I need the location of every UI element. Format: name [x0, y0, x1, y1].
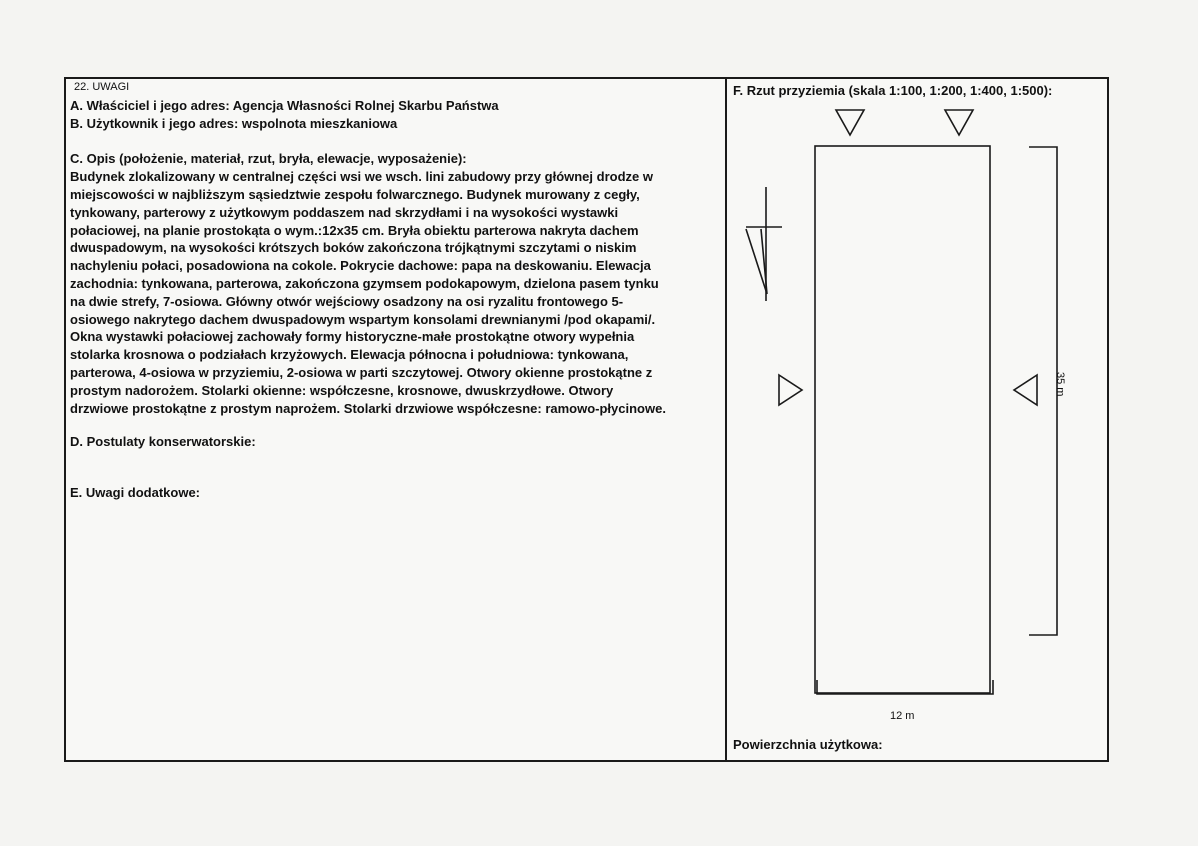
view-marker-top-right [945, 110, 973, 135]
view-marker-top-left [836, 110, 864, 135]
floor-plan-drawing [727, 79, 1107, 719]
description-line: połaciowej, na planie prostokąta o wym.:12x35 cm. Bryła obiektu parterowa nakryta dachem [70, 222, 639, 238]
postulates-heading: D. Postulaty konserwatorskie: [70, 434, 256, 449]
user-line: B. Użytkownik i jego adres: wspolnota mieszkaniowa [70, 115, 398, 131]
description-line: miejscowości w najbliższym sąsiedztwie zespołu folwarcznego. Budynek murowany z cegły, [70, 186, 640, 202]
description-line: stolarka krosnowa o podziałach krzyżowych. Elewacja północna i południowa: tynkowana, [70, 347, 629, 363]
description-line: Budynek zlokalizowany w centralnej części wsi we wsch. lini zabudowy przy głównej drodze w [70, 169, 653, 185]
description-line: tynkowany, parterowy z użytkowym poddaszem nad skrzydłami i na wysokości wystawki [70, 204, 619, 220]
remarks-panel [66, 79, 723, 759]
description-line: osiowego nakrytego dachem dwuspadowym wspartym konsolami drewnianymi /pod okapami/. [70, 311, 656, 327]
description-line: nachyleniu połaci, posadowiona na cokole. Pokrycie dachowe: papa na deskowaniu. Elewacja [70, 258, 651, 274]
description-line: dwuspadowym, na wysokości krótszych boków zakończona trójkątnymi szczytami o niskim [70, 240, 637, 256]
description-line: parterowa, 4-osiowa w przyziemiu, 2-osiowa w parti szczytowej. Otwory okienne prostokątne z [70, 364, 653, 380]
view-marker-right [1014, 375, 1037, 405]
section-label: 22. UWAGI [74, 81, 130, 93]
view-marker-left [779, 375, 802, 405]
usable-area-label: Powierzchnia użytkowa: [733, 737, 883, 752]
floor-plan-title: F. Rzut przyziemia (skala 1:100, 1:200, 1:400, 1:500): [733, 83, 1053, 98]
description-line: zachodnia: tynkowana, parterowa, zakończona gzymsem podokapowym, dzielona pasem tynku [70, 275, 659, 291]
length-dimension-label: 35 m [1054, 372, 1066, 397]
building-outline [815, 146, 990, 693]
remarks-text [70, 97, 728, 417]
width-dimension-label: 12 m [890, 710, 915, 722]
owner-line: A. Właściciel i jego adres: Agencja Własności Rolnej Skarbu Państwa [70, 98, 499, 113]
description-line: Okna wystawki połaciowej zachowały formy historyczne-małe prostokątne otwory wypełnia [70, 329, 635, 345]
description-heading: C. Opis (położenie, materiał, rzut, bryła, elewacje, wyposażenie): [70, 151, 467, 167]
width-dimension-line [817, 680, 993, 694]
description-line: prostym nadorożem. Stolarki okienne: współczesne, krosnowe, dwuskrzydłowe. Otwory [70, 382, 614, 398]
description-line: na dwie strefy, 7-osiowa. Główny otwór wejściowy osadzony na osi ryzalitu frontowego 5- [70, 293, 624, 309]
north-arrow-head [746, 229, 767, 294]
length-dimension-line [1029, 147, 1057, 635]
additional-remarks-heading: E. Uwagi dodatkowe: [70, 485, 201, 500]
description-line: drzwiowe prostokątne z prostym naprożem. Stolarki drzwiowe współczesne: ramowo-płycinowe. [70, 400, 666, 416]
